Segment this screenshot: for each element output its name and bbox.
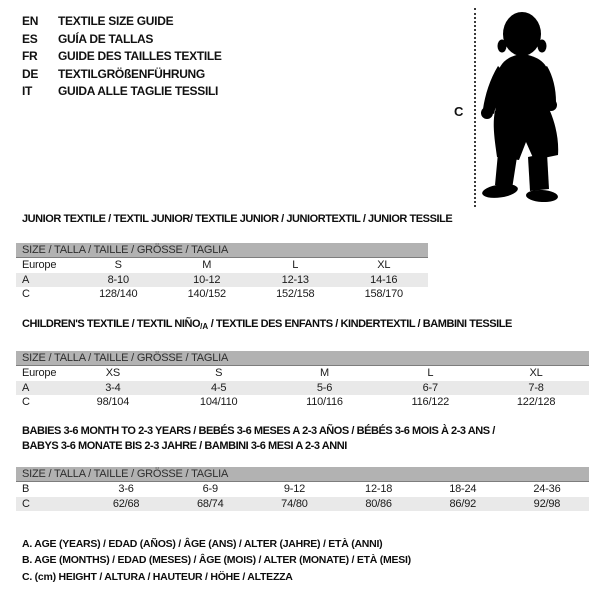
table-row — [16, 258, 428, 273]
legend — [22, 536, 411, 585]
section-children-textile — [16, 318, 589, 410]
cell-value: XL — [529, 367, 543, 379]
lang-text: GUIDA ALLE TAGLIE TESSILI — [58, 84, 219, 99]
cell-value: 98/104 — [96, 396, 130, 408]
cell-value: M — [202, 259, 212, 271]
language-list — [22, 13, 222, 101]
lang-code: IT — [22, 84, 33, 99]
cell-value: 92/98 — [533, 497, 561, 510]
cell-value: 104/110 — [199, 396, 238, 408]
section-title: JUNIOR TEXTILE / TEXTIL JUNIOR/ TEXTILE JUNIOR / JUNIORTEXTIL / JUNIOR TESSILE — [22, 213, 453, 225]
section-title-line1: BABIES 3-6 MONTH TO 2-3 YEARS / BEBÉS 3-6 MESES A 2-3 AÑOS / BÉBÉS 3-6 MOIS À 2-3 ANS / — [22, 425, 495, 437]
lang-code: EN — [22, 14, 39, 28]
cell-value: 24-36 — [533, 483, 561, 495]
cell-value: 68/74 — [196, 497, 224, 510]
section-title — [22, 424, 589, 454]
row-label: Europe — [22, 367, 57, 379]
cell-value: 122/128 — [516, 396, 556, 408]
cell-value: 14-16 — [370, 273, 398, 286]
cell-value: S — [215, 367, 223, 379]
cell-value: S — [114, 259, 122, 271]
size-bar: SIZE / TALLA / TAILLE / GRÖSSE / TAGLIA — [16, 351, 589, 366]
cell-value: 3-6 — [118, 483, 134, 495]
table-row — [16, 287, 428, 302]
lang-text: TEXTILGRÖßENFÜHRUNG — [58, 66, 205, 81]
lang-row-de — [22, 66, 222, 84]
row-label: A — [22, 273, 30, 286]
row-label: C — [22, 396, 30, 408]
cell-value: 128/140 — [99, 288, 138, 300]
cell-value: 12-18 — [365, 483, 393, 495]
lang-text: TEXTILE SIZE GUIDE — [58, 14, 174, 28]
lang-text: GUIDE DES TAILLES TEXTILE — [58, 49, 222, 64]
title-part: / TEXTILE DES ENFANTS / KINDERTEXTIL / BAMBINI TESSILE — [208, 318, 512, 330]
row-label: C — [22, 288, 30, 300]
lang-row-it — [22, 83, 222, 101]
table-row — [16, 395, 589, 410]
cell-value: L — [292, 259, 299, 271]
height-label: C — [454, 104, 464, 119]
lang-code: ES — [22, 31, 38, 46]
cell-value: 6-7 — [422, 381, 438, 394]
section-junior-textile — [16, 213, 453, 302]
baby-silhouette-icon — [478, 8, 578, 213]
row-label: A — [22, 381, 30, 394]
legend-line-c: C. (cm) HEIGHT / ALTURA / HAUTEUR / HÖHE / ALTEZZA — [22, 570, 293, 583]
cell-value: 8-10 — [107, 273, 129, 286]
row-label: C — [22, 497, 30, 510]
cell-value: 140/152 — [187, 288, 226, 300]
cell-value: 18-24 — [449, 483, 477, 495]
title-subscript: /A — [200, 322, 209, 331]
size-table-junior — [16, 243, 428, 302]
row-label: B — [22, 483, 30, 495]
cell-value: 86/92 — [449, 497, 477, 510]
height-dotted-line — [474, 8, 476, 207]
lang-code: DE — [22, 66, 39, 81]
size-table-babies — [16, 467, 589, 511]
cell-value: 3-4 — [105, 381, 121, 394]
cell-value: 116/122 — [411, 396, 450, 408]
cell-value: 5-6 — [316, 381, 333, 394]
section-title-line2: BABYS 3-6 MONATE BIS 2-3 JAHRE / BAMBINI 3-6 MESI A 2-3 ANNI — [22, 440, 347, 452]
lang-row-en — [22, 13, 222, 31]
cell-value: 110/116 — [306, 396, 343, 408]
cell-value: 74/80 — [281, 497, 308, 510]
cell-value: 80/86 — [365, 497, 392, 510]
section-title — [22, 318, 589, 333]
cell-value: 12-13 — [281, 273, 309, 286]
cell-value: M — [320, 367, 329, 379]
cell-value: 152/158 — [276, 288, 315, 300]
cell-value: 10-12 — [193, 273, 221, 286]
cell-value: 4-5 — [211, 381, 227, 394]
size-bar: SIZE / TALLA / TAILLE / GRÖSSE / TAGLIA — [16, 243, 428, 258]
table-row — [16, 482, 589, 497]
table-row — [16, 381, 589, 396]
size-table-children — [16, 351, 589, 410]
lang-row-fr — [22, 48, 222, 66]
lang-row-es — [22, 31, 222, 49]
cell-value: 9-12 — [283, 483, 306, 495]
row-label: Europe — [22, 259, 57, 271]
cell-value: 158/170 — [364, 288, 403, 300]
cell-value: XL — [377, 259, 391, 271]
lang-code: FR — [22, 49, 38, 64]
section-babies-textile — [16, 424, 589, 511]
legend-line-a: A. AGE (YEARS) / EDAD (AÑOS) / ÂGE (ANS) / ALTER (JAHRE) / ETÀ (ANNI) — [22, 538, 383, 550]
table-row — [16, 366, 589, 381]
cell-value: 7-8 — [528, 381, 544, 394]
cell-value: XS — [105, 367, 121, 379]
cell-value: 6-9 — [202, 483, 218, 495]
cell-value: L — [427, 367, 434, 379]
title-part: CHILDREN'S TEXTILE / TEXTIL NIÑO — [22, 318, 201, 330]
lang-text: GUÍA DE TALLAS — [58, 31, 154, 46]
size-bar: SIZE / TALLA / TAILLE / GRÖSSE / TAGLIA — [16, 467, 589, 482]
cell-value: 62/68 — [112, 497, 140, 510]
table-row — [16, 273, 428, 288]
legend-line-b: B. AGE (MONTHS) / EDAD (MESES) / ÂGE (MOIS) / ALTER (MONATE) / ETÀ (MESI) — [22, 554, 411, 567]
table-row — [16, 497, 589, 512]
